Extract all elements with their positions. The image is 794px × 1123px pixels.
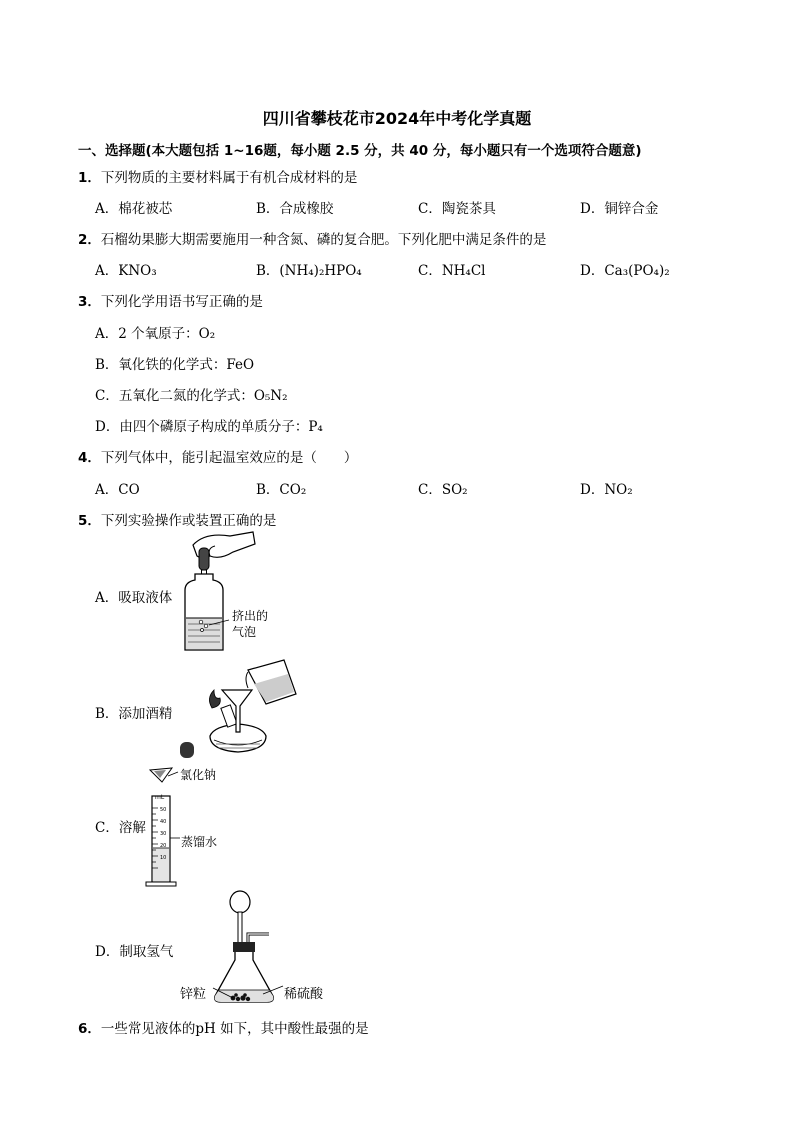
question-stem: 下列化学用语书写正确的是 [100, 294, 263, 310]
option-b: B．合成橡胶 [256, 201, 334, 217]
question-number: 1． [78, 170, 101, 186]
question-number: 5． [78, 513, 101, 529]
question-number: 2． [78, 232, 101, 248]
option-b: B．添加酒精 [95, 706, 173, 722]
zinc-label: 锌粒 [180, 987, 207, 1002]
question-stem: 下列实验操作或装置正确的是 [100, 513, 277, 529]
option-a: A．2 个氧原子：O₂ [95, 326, 216, 342]
cylinder-tick-label: 40 [160, 819, 167, 825]
bubble-label-line: 挤出的 [232, 609, 269, 623]
option-c: C．SO₂ [418, 482, 468, 498]
question-stem: 一些常见液体的pH 如下，其中酸性最强的是 [100, 1021, 369, 1037]
question-number: 3． [78, 294, 101, 310]
question-1 [78, 166, 357, 186]
hydrogen-generator-figure [205, 888, 295, 1008]
page-title: 四川省攀枝花市2024年中考化学真题 [262, 109, 532, 128]
salt-label: 氯化钠 [180, 768, 217, 782]
question-6 [78, 1017, 369, 1037]
question-stem: 下列气体中，能引起温室效应的是（ ） [100, 450, 358, 466]
alcohol-lamp-figure [200, 660, 300, 760]
question-stem: 石榴幼果膨大期需要施用一种含氮、磷的复合肥。下列化肥中满足条件的是 [100, 232, 547, 248]
option-b: B．CO₂ [256, 482, 307, 498]
option-c: C．NH₄Cl [418, 263, 486, 279]
option-d: D．NO₂ [580, 482, 633, 498]
cylinder-tick-label: 30 [160, 831, 167, 837]
option-c: C．溶解 [95, 820, 146, 836]
question-2 [78, 228, 546, 248]
acid-label: 稀硫酸 [284, 987, 324, 1002]
option-d: D．制取氢气 [95, 944, 174, 960]
option-c: C．五氧化二氮的化学式：O₅N₂ [95, 388, 288, 404]
option-d: D．由四个磷原子构成的单质分子：P₄ [95, 419, 323, 435]
option-a: A．棉花被芯 [95, 201, 173, 217]
cylinder-unit: mL [155, 794, 165, 801]
cylinder-tick-label: 10 [160, 855, 167, 861]
option-a: A．吸取液体 [95, 590, 173, 606]
option-d: D．铜锌合金 [580, 201, 659, 217]
question-3 [78, 290, 263, 310]
option-d: D．Ca₃(PO₄)₂ [580, 263, 670, 279]
cylinder-tick-label: 20 [160, 843, 167, 849]
option-c: C．陶瓷茶具 [418, 201, 496, 217]
section-heading: 一、选择题(本大题包括 1~16题，每小题 2.5 分，共 40 分，每小题只有一个选项符合题意) [78, 143, 642, 159]
question-number: 4． [78, 450, 101, 466]
option-b: B．(NH₄)₂HPO₄ [256, 263, 362, 279]
question-stem: 下列物质的主要材料属于有机合成材料的是 [100, 170, 358, 186]
option-b: B．氧化铁的化学式：FeO [95, 357, 255, 373]
question-5 [78, 509, 276, 529]
bubble-label [232, 608, 268, 640]
graduated-cylinder-figure [140, 738, 200, 888]
option-a: A．KNO₃ [95, 263, 157, 279]
dropper-bottle-figure [175, 530, 285, 655]
option-a: A．CO [95, 482, 140, 498]
water-label: 蒸馏水 [181, 835, 218, 849]
cylinder-scale [160, 804, 166, 864]
question-number: 6． [78, 1021, 101, 1037]
cylinder-tick-label: 50 [160, 807, 167, 813]
bubble-label-line: 气泡 [232, 625, 257, 639]
question-4 [78, 446, 357, 466]
